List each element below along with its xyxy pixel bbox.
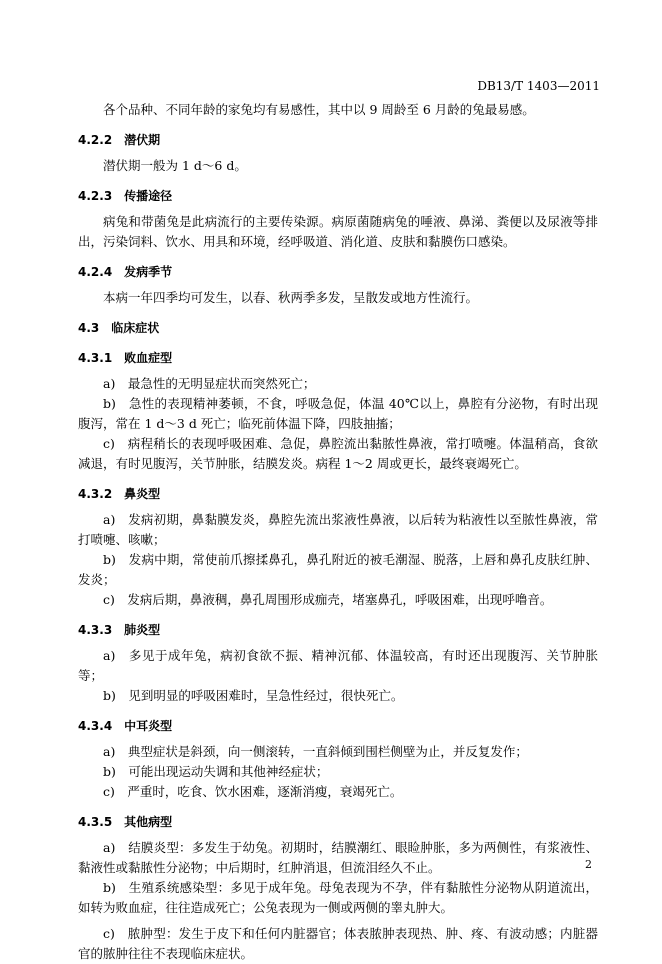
document-body xyxy=(78,100,598,964)
list-item: c) 发病后期，鼻液稠，鼻孔周围形成痂壳，堵塞鼻孔，呼吸困难，出现呼噜音。 xyxy=(103,592,553,607)
section-heading-4-3-2: 4.3.2 鼻炎型 xyxy=(78,487,161,501)
list-item: c) 严重时，吃食、饮水困难，逐渐消瘦，衰竭死亡。 xyxy=(103,784,403,799)
list-item: b) 发病中期，常使前爪擦揉鼻孔，鼻孔附近的被毛潮湿、脱落，上唇和鼻孔皮肤红肿、发炎； xyxy=(78,552,598,587)
section-heading-4-3-3: 4.3.3 肺炎型 xyxy=(78,623,161,637)
section-heading-4-3-5: 4.3.5 其他病型 xyxy=(78,815,173,829)
document-header-code: DB13/T 1403—2011 xyxy=(477,79,600,93)
section-heading-4-3-4: 4.3.4 中耳炎型 xyxy=(78,719,173,733)
paragraph: 病兔和带菌兔是此病流行的主要传染源。病原菌随病兔的唾液、鼻涕、粪便以及尿液等排出，污染饲料、饮水、用具和环境，经呼吸道、消化道、皮肤和黏膜伤口感染。 xyxy=(78,214,598,249)
list-item: a) 发病初期，鼻黏膜发炎，鼻腔先流出浆液性鼻液，以后转为粘液性以至脓性鼻液，常打喷嚏、咳嗽； xyxy=(78,512,598,547)
list-item: b) 见到明显的呼吸困难时，呈急性经过，很快死亡。 xyxy=(103,688,404,703)
page-number: 2 xyxy=(585,858,592,871)
list-item: b) 生殖系统感染型：多见于成年兔。母兔表现为不孕，伴有黏脓性分泌物从阴道流出，如转为败血症，往往造成死亡；公兔表现为一侧或两侧的睾丸肿大。 xyxy=(78,880,598,915)
list-item: a) 结膜炎型：多发生于幼兔。初期时，结膜潮红、眼睑肿胀，多为两侧性，有浆液性、黏液性或黏脓性分泌物；中后期时，红肿消退，但流泪经久不止。 xyxy=(78,840,598,875)
paragraph: 本病一年四季均可发生，以春、秋两季多发，呈散发或地方性流行。 xyxy=(103,290,479,305)
list-item: a) 最急性的无明显症状而突然死亡； xyxy=(103,376,316,391)
list-item: b) 急性的表现精神萎顿，不食，呼吸急促，体温 40℃以上，鼻腔有分泌物，有时出现腹泻，常在 1 d～3 d 死亡；临死前体温下降，四肢抽搐； xyxy=(78,396,598,431)
section-heading-4-2-2: 4.2.2 潜伏期 xyxy=(78,133,161,147)
section-heading-4-3-1: 4.3.1 败血症型 xyxy=(78,351,173,365)
paragraph: 潜伏期一般为 1 d～6 d。 xyxy=(103,158,247,173)
list-item: c) 病程稍长的表现呼吸困难、急促，鼻腔流出黏脓性鼻液，常打喷嚏。体温稍高，食欲减退，有时见腹泻，关节肿胀，结膜发炎。病程 1～2 周或更长，最终衰竭死亡。 xyxy=(78,436,598,471)
section-heading-4-2-3: 4.2.3 传播途径 xyxy=(78,189,173,203)
section-heading-4-2-4: 4.2.4 发病季节 xyxy=(78,265,173,279)
list-item: b) 可能出现运动失调和其他神经症状； xyxy=(103,764,329,779)
list-item: a) 典型症状是斜颈，向一侧滚转，一直斜倾到围栏侧壁为止，并反复发作； xyxy=(103,744,528,759)
list-item: a) 多见于成年兔，病初食欲不振、精神沉郁、体温较高，有时还出现腹泻、关节肿胀等； xyxy=(78,648,598,683)
list-item: c) 脓肿型：发生于皮下和任何内脏器官；体表脓肿表现热、肿、疼、有波动感；内脏器官的脓肿往往不表现临床症状。 xyxy=(78,926,598,961)
paragraph: 各个品种、不同年龄的家兔均有易感性，其中以 9 周龄至 6 月龄的兔最易感。 xyxy=(103,102,535,117)
section-heading-4-3: 4.3 临床症状 xyxy=(78,321,160,335)
